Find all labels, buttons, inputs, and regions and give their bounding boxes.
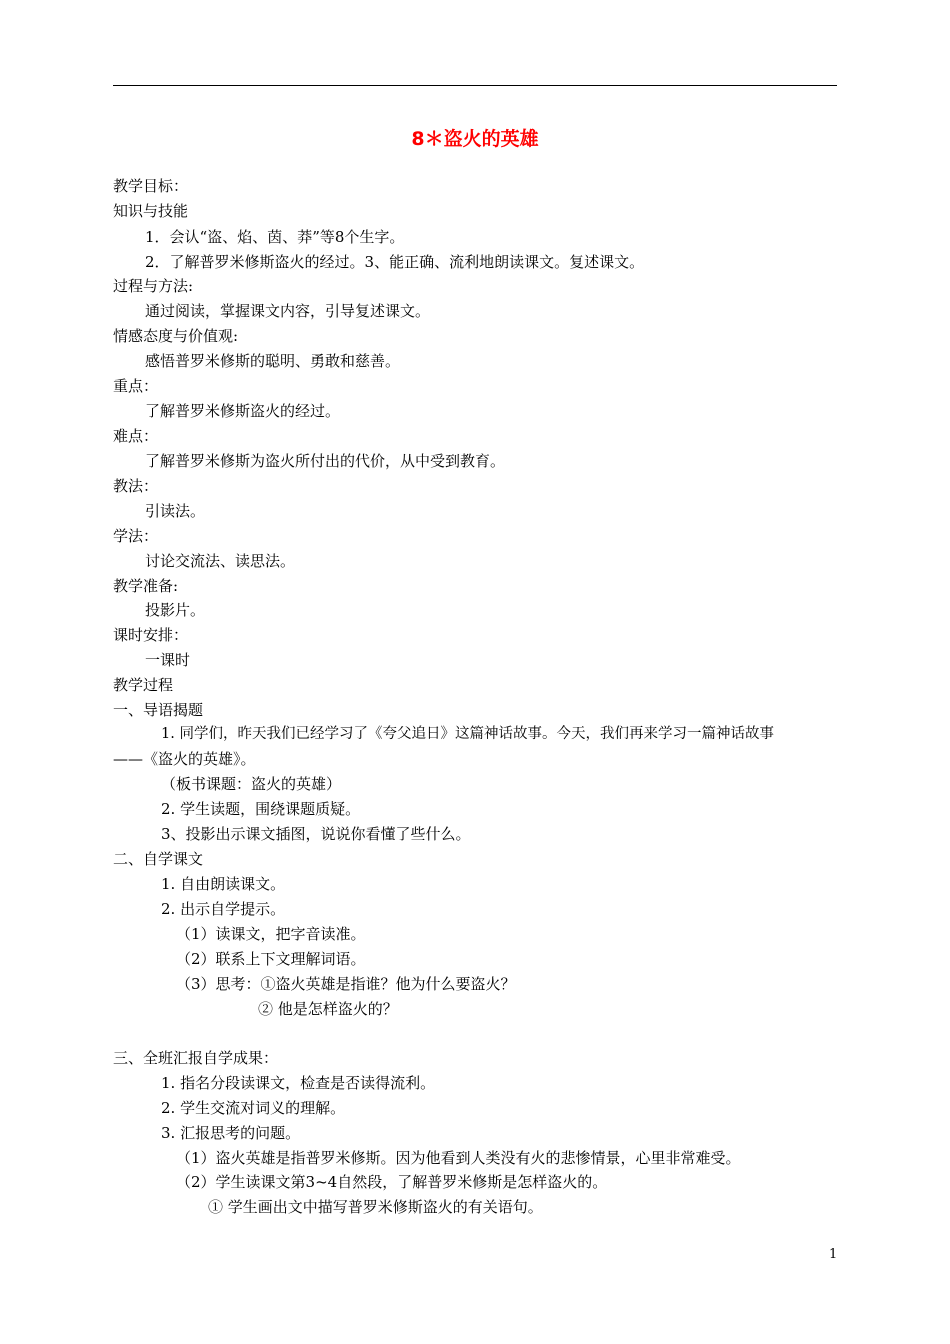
text-line: 引读法。 <box>145 502 206 520</box>
text-line: 过程与方法: <box>113 277 194 295</box>
text-line: 三、全班汇报自学成果： <box>113 1049 279 1067</box>
text-line: 教法： <box>113 477 159 495</box>
text-line: 1. 自由朗读课文。 <box>161 875 286 893</box>
text-line: 1. 指名分段读课文，检查是否读得流利。 <box>161 1074 436 1092</box>
text-line: 学法： <box>113 527 159 545</box>
text-line: （1）盗火英雄是指普罗米修斯。因为他看到人类没有火的悲惨情景，心里非常难受。 <box>176 1149 741 1167</box>
text-line: 2. 学生读题，围绕课题质疑。 <box>161 800 361 818</box>
text-line: 了解普罗米修斯盗火的经过。 <box>145 402 341 420</box>
text-line: （3）思考：①盗火英雄是指谁？他为什么要盗火？ <box>176 975 516 993</box>
text-line: 2．了解普罗米修斯盗火的经过。3、能正确、流利地朗读课文。复述课文。 <box>145 253 645 271</box>
text-line: 难点： <box>113 427 159 445</box>
document-title: 8＊盗火的英雄 <box>411 128 539 150</box>
text-line: 感悟普罗米修斯的聪明、勇敢和慈善。 <box>145 352 401 370</box>
text-line: 了解普罗米修斯为盗火所付出的代价，从中受到教育。 <box>145 452 506 470</box>
text-line: 情感态度与价值观: <box>113 327 239 345</box>
text-line: 一课时 <box>145 651 191 669</box>
text-line: 教学过程 <box>113 676 174 694</box>
text-line: ——《盗火的英雄》。 <box>113 750 256 768</box>
text-line: 讨论交流法、读思法。 <box>145 552 296 570</box>
text-line: 3. 汇报思考的问题。 <box>161 1124 301 1142</box>
text-line: 一、导语揭题 <box>113 701 204 719</box>
text-line: 教学目标： <box>113 177 189 195</box>
text-line: 课时安排： <box>113 626 189 644</box>
text-line: 1. 同学们，昨天我们已经学习了《夸父追日》这篇神话故事。今天，我们再来学习一篇神话故事 <box>161 726 774 742</box>
text-line: 投影片。 <box>145 601 206 619</box>
text-line: 3、投影出示课文插图，说说你看懂了些什么。 <box>161 825 471 843</box>
text-line: 通过阅读，掌握课文内容，引导复述课文。 <box>145 302 431 320</box>
header-rule <box>113 85 837 86</box>
text-line: （1）读课文，把字音读准。 <box>176 925 366 943</box>
text-line: （2）联系上下文理解词语。 <box>176 950 366 968</box>
text-line: 知识与技能 <box>113 202 189 220</box>
text-line: （板书课题：盗火的英雄） <box>161 775 342 793</box>
text-line: （2）学生读课文第3~4自然段，了解普罗米修斯是怎样盗火的。 <box>176 1173 608 1191</box>
text-line: 重点： <box>113 377 159 395</box>
page-number: 1 <box>829 1247 838 1262</box>
text-line: 1．会认“盗、焰、茵、莽”等8个生字。 <box>145 228 405 246</box>
text-line: 2. 出示自学提示。 <box>161 900 286 918</box>
text-line: ② 他是怎样盗火的？ <box>258 1000 398 1018</box>
text-line: ① 学生画出文中描写普罗米修斯盗火的有关语句。 <box>208 1198 543 1216</box>
text-line: 教学准备: <box>113 577 179 595</box>
text-line: 二、自学课文 <box>113 850 204 868</box>
text-line: 2. 学生交流对词义的理解。 <box>161 1099 346 1117</box>
